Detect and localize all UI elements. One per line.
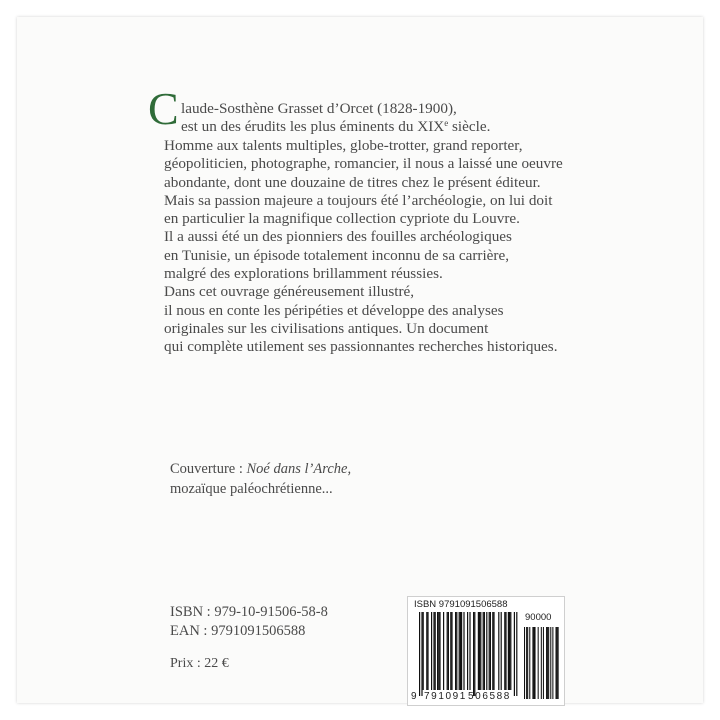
drop-cap: C: [148, 83, 179, 134]
barcode-bar: [456, 612, 457, 690]
barcode-bar: [538, 627, 539, 699]
barcode-right-digits: 506588: [468, 691, 511, 702]
barcode-bar: [483, 612, 484, 690]
barcode: [407, 596, 565, 706]
barcode-bar: [541, 627, 542, 699]
barcode-bar: [431, 612, 432, 690]
barcode-bar: [547, 627, 548, 699]
ean-line: EAN : 9791091506588: [170, 623, 306, 639]
barcode-bar: [516, 612, 517, 696]
price: Prix : 22 €: [170, 656, 229, 671]
barcode-bar: [508, 612, 509, 690]
barcode-bar: [524, 627, 525, 699]
barcode-bar: [490, 612, 491, 690]
barcode-bar: [426, 612, 427, 690]
barcode-bar: [484, 612, 485, 690]
barcode-bar: [447, 612, 448, 690]
cover-title: Noé dans l’Arche,: [246, 461, 352, 477]
barcode-bar: [459, 612, 460, 690]
barcode-bar: [546, 627, 547, 699]
blurb-body: [164, 137, 563, 357]
barcode-bar: [478, 612, 479, 690]
blurb-line-1: laude-Sosthène Grasset d’Orcet (1828-1900),: [181, 100, 457, 117]
cover-label: Couverture :: [170, 461, 247, 477]
blurb-line: Homme aux talents multiples, globe-trotter, grand reporter,: [164, 137, 523, 154]
barcode-bar: [419, 612, 420, 696]
barcode-bar: [474, 612, 475, 696]
barcode-bar: [527, 627, 528, 699]
blurb-line: qui complète utilement ses passionnantes recherches historiques.: [164, 338, 558, 356]
barcode-bar: [427, 612, 428, 690]
barcode-first-digit: 9: [411, 691, 417, 702]
barcode-bar: [469, 612, 470, 690]
superscript: e: [444, 118, 449, 128]
barcode-bar: [435, 612, 436, 690]
barcode-bar: [433, 612, 434, 690]
blurb-line: abondante, dont une douzaine de titres chez le présent éditeur.: [164, 173, 541, 191]
barcode-bar: [480, 612, 481, 690]
blurb-line: géopoliticien, photographe, romancier, il nous a laissé une oeuvre: [164, 155, 563, 173]
barcode-bar: [467, 612, 468, 690]
barcode-bar: [505, 612, 506, 690]
barcode-bar: [533, 627, 534, 699]
barcode-bar: [514, 612, 515, 696]
barcode-bar: [463, 612, 464, 690]
barcode-bar: [461, 612, 462, 690]
blurb-line: Mais sa passion majeure a toujours été l’archéologie, on lui doit: [164, 191, 553, 209]
blurb-line: Dans cet ouvrage généreusement illustré,: [164, 283, 415, 301]
barcode-bar: [489, 612, 490, 690]
barcode-bar: [460, 612, 461, 690]
barcode-bar: [479, 612, 480, 690]
barcode-bar: [557, 627, 558, 699]
barcode-bar: [532, 627, 533, 699]
barcode-bar: [501, 612, 502, 690]
barcode-isbn-label: ISBN 9791091506588: [414, 599, 508, 610]
barcode-bar: [558, 627, 559, 699]
barcode-bar: [504, 612, 505, 690]
blurb-line: originales sur les civilisations antiques. Un document: [164, 319, 489, 337]
barcode-bar: [486, 612, 487, 690]
barcode-bar: [450, 612, 451, 690]
barcode-bar: [439, 612, 440, 690]
blurb-line-2: [181, 118, 490, 136]
blurb-line: il nous en conte les péripéties et développe des analyses: [164, 301, 504, 319]
isbn-line: ISBN : 979-10-91506-58-8: [170, 604, 328, 620]
barcode-bar: [421, 612, 422, 696]
barcode-bar: [493, 612, 494, 690]
isbn-block: [170, 603, 328, 641]
barcode-bar: [455, 612, 456, 690]
barcode-bar: [529, 627, 530, 699]
barcode-bar: [438, 612, 439, 690]
barcode-bar: [448, 612, 449, 690]
barcode-bar: [423, 612, 424, 690]
barcode-bar: [510, 612, 511, 690]
blurb-line: en particulier la magnifique collection cypriote du Louvre.: [164, 210, 520, 228]
barcode-bar: [526, 627, 527, 699]
barcode-bar: [543, 627, 544, 699]
barcode-bar: [443, 612, 444, 690]
barcode-bar: [535, 627, 536, 699]
blurb-line: malgré des explorations brillamment réussies.: [164, 265, 443, 283]
barcode-bar: [509, 612, 510, 690]
blurb-line-2-end: siècle.: [448, 118, 491, 135]
barcode-bar: [498, 612, 499, 690]
blurb-line: en Tunisie, un épisode totalement inconnu de sa carrière,: [164, 246, 510, 264]
barcode-left-digits: 791091: [424, 691, 467, 702]
barcode-bar: [492, 612, 493, 690]
barcode-bar: [552, 627, 553, 699]
blurb-line-2-text: est un des érudits les plus éminents du XIX: [181, 118, 445, 135]
barcode-addon-number: 90000: [525, 612, 552, 623]
cover-subtitle: mozaïque paléochrétienne...: [170, 481, 333, 497]
barcode-bar: [556, 627, 557, 699]
barcode-bar: [548, 627, 549, 699]
barcode-bar: [437, 612, 438, 690]
barcode-bar: [473, 612, 474, 696]
cover-credit: [170, 459, 351, 499]
barcode-bar: [451, 612, 452, 690]
blurb-line: Il a aussi été un des pionniers des fouilles archéologiques: [164, 228, 512, 246]
barcode-bar: [550, 627, 551, 699]
